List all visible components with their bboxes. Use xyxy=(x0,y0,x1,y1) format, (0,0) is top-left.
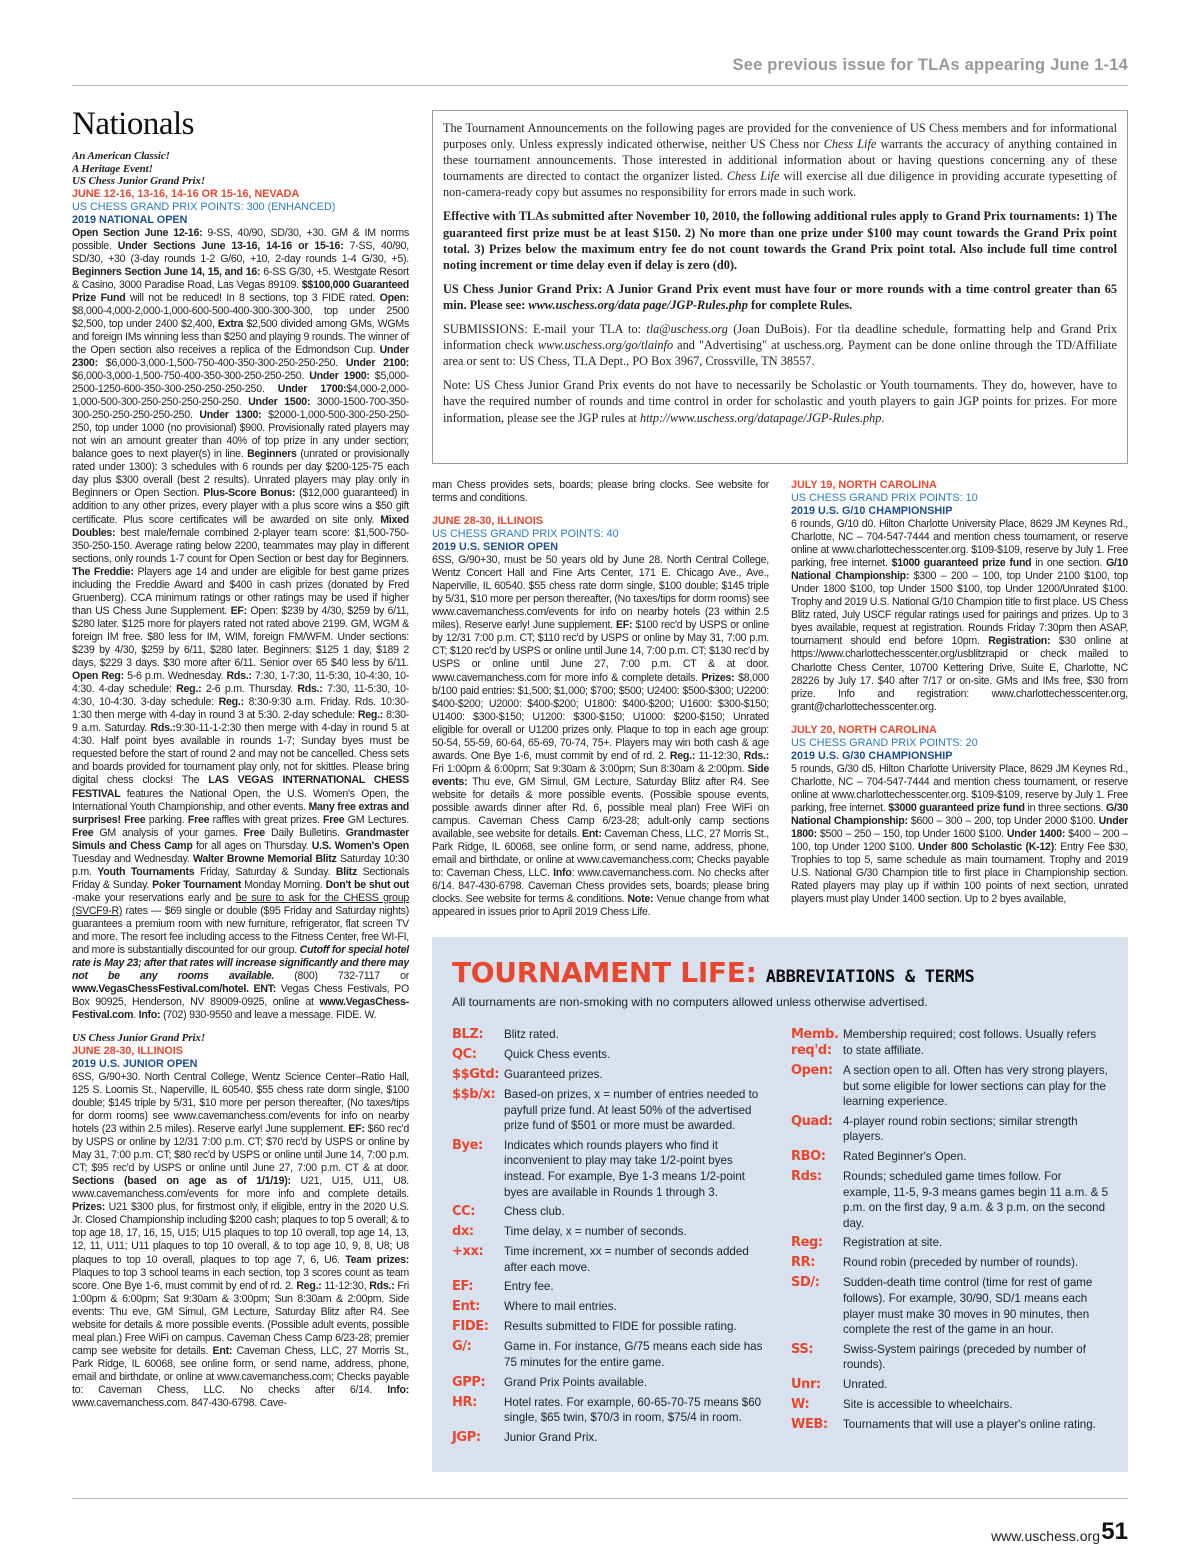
abbreviations-right-column xyxy=(791,1027,1109,1437)
abbr-entry: Rds: Rounds; scheduled game times follow. For example, 11-5, 9-3 means games begin 11 a.m. & 5 p.m. on the first day, 9 a.m. & 3 p.m. on the second day. xyxy=(791,1168,1109,1230)
grand-prix-points: US CHESS GRAND PRIX POINTS: 10 xyxy=(791,492,978,504)
abbreviations-left-column xyxy=(452,1027,772,1450)
event-body: 6SS, G/90+30, must be 50 years old by June 28. North Central College, Wentz Concert Hall and Fine Arts Center, 171 E. Chicago Ave., Ave., Naperville, IL 60540. $55 chess rate dorm single, $100 double; $145 triple by 5/31, $10 more per person thereafter, (No taxes/tips for dorm rooms) see www.cavemanchess.com/events for info on nearby hotels (23 within 2.5 miles). Reserve early! June supplement. EF: $100 rec'd by USPS or online by 12/31 7:00 p.m. CT; $110 rec'd by USPS or online by May 31, 7:00 p.m. CT; $120 rec'd by USPS or online until June 14, 7:00 p.m. CT; $130 rec'd by USPS or online until June 27, 7:00 p.m. CT & at door. www.cavemanchess.com for more info & complete details. Prizes: $8,000 b/100 paid entries: $1,500; $1,000; $700; $500; U2400: $500-$300; U2200: $400-$200; U2000: $400-$200; U1800: $400-$200; U1600: $300-$150; U1400: $300-$150; U1200: $300-$150; U1000: $200-$150; Unrated eligible for overall or U1200 prizes only. Plaque to top in each age group: 50-54, 55-59, 60-64, 65-69, 70-74, 75+. Players may win both cash & age awards. One Bye 1-6, must commit by end of rd. 2. Reg.: 11-12:30, Rds.: Fri 1:00pm & 6:00pm; Sat 9:30am & 3:00pm; Sun 8:30am & 2:00pm. Side events: Thu eve, GM Simul, GM Lecture, Saturday Blitz after R4. See website for details & more possible events. (Possible spouse events, possible awards dinner after Rd. 6, possible meal plan) Free WiFi on campus. Caveman Chess Camp 6/23-28; adult-only camp sections available, see website for details. Ent: Caveman Chess, LLC, 27 Morris St., Park Ridge, IL 60068, see online form, or send name, address, phone, email and birthdate, or online at www.cavemanchess.com; Checks payable to: Caveman Chess, LLC. Info: www.cavemanchess.com. No checks after 6/14. 847-430-6798. Caveman Chess provides sets, boards; please bring clocks. See website for terms & conditions. Note: Venue change from what appeared in issues prior to April 2019 Chess Life. xyxy=(432,554,769,919)
abbr-entry: SS: Swiss-System pairings (preceded by number of rounds). xyxy=(791,1341,1086,1372)
abbr-entry: $$b/x: Based-on prizes, x = number of entries needed to payfull prize fund. At least 50% of the advertised prize fund of $501 or more must be awarded. xyxy=(452,1087,759,1133)
event-body: 6 rounds, G/10 d0. Hilton Charlotte University Place, 8629 JM Keynes Rd., Charlotte, NC – 704-547-7444 and mention chess tournament, or reserve online at www.charlottechesscenter.org. $109-$109, reserve by July 1. Free parking, free internet. $1000 guaranteed prize fund in one section. G/10 National Championship: $300 – 200 – 100, top Under 2100 $100, top Under 1800 $100, top Under 1500 $100, top Under 1200/Unrated $100. Trophy and 2019 U.S. National G/10 Champion title to first place. US Chess Blitz rated, July USCF regular ratings used for pairings and prizes. Up to 3 byes available, request at registration. Rounds Friday 7:30pm then ASAP, tournament should end before 10pm. Registration: $30 online at https://www.charlottechesscenter.org/usblitzrapid or check mailed to Charlotte Chess Center, 10700 Kettering Drive, Suite E, Charlotte, NC 28226 by July 17. $40 after 7/17 or on-site. GMs and IMs free, $30 from prize. Info and registration: www.charlottechesscenter.org, grant@charlottechesscenter.org. xyxy=(791,518,1128,713)
abbr-entry: +xx: Time increment, xx = number of seconds added after each move. xyxy=(452,1244,749,1274)
abbr-entry: Reg: Registration at site. xyxy=(791,1235,943,1251)
abbr-entry: SD/: Sudden-death time control (time for rest of game follows). For example, 30/90, SD/1 means each player must make 30 moves in 90 minutes, then complete the rest of the game in an hour. xyxy=(791,1275,1093,1337)
abbr-entry: WEB: Tournaments that will use a player's online rating. xyxy=(791,1416,1096,1432)
event-title: 2019 U.S. JUNIOR OPEN xyxy=(72,1057,198,1070)
abbr-entry: RBO: Rated Beginner's Open. xyxy=(791,1148,967,1164)
abbr-entry: EF: Entry fee. xyxy=(452,1279,554,1295)
grand-prix-rules: Effective with TLAs submitted after November 10, 2010, the following additional rules apply to Grand Prix tournaments: 1) The guaranteed first prize must be at least $150. 2) No more than one prize under $100 may count towards the Grand Prix point total. 3) Prizes below the maximum entry fee do not count towards the Grand Prix point total. Also include full time control noting increment or time delay even if delay is zero (d0). xyxy=(443,209,1117,272)
event-body: 5 rounds, G/30 d5. Hilton Charlotte University Place, 8629 JM Keynes Rd., Charlotte, NC – 704-547-7444 and mention chess tournament, or reserve online at www.charlottechesscenter.org. $109-$109, reserve by July 1. Free parking, free internet. $3000 guaranteed prize fund in three sections. G/30 National Championship: $600 – 300 – 200, top Under 2000 $100. Under 1800: $500 – 250 – 150, top Under 1600 $100. Under 1400: $400 – 200 – 100, top Under 1200 $100. Under 800 Scholastic (K-12): Entry Fee $30, Trophies to top 5, same schedule as main tournament. Trophy and 2019 U.S. National G/30 Champion title to first place in Championship section. Rated players may play up if within 100 points of next section, unrated players must play Under 1400 section. Up to 2 byes available, xyxy=(791,762,1128,906)
abbr-entry: Quad: 4-player round robin sections; similar strength players. xyxy=(791,1113,1078,1144)
event-title: 2019 NATIONAL OPEN xyxy=(72,213,188,226)
abbr-entry: dx: Time delay, x = number of seconds. xyxy=(452,1224,687,1240)
abbr-entry: Unr: Unrated. xyxy=(791,1376,888,1392)
abbr-entry: QC: Quick Chess events. xyxy=(452,1047,611,1062)
column-2 xyxy=(432,479,769,925)
abbreviations-title: TOURNAMENT LIFE: ABBREVIATIONS & TERMS xyxy=(452,956,975,989)
section-title: Nationals xyxy=(72,106,194,142)
abbr-entry: Memb. req'd: Membership required; cost follows. Usually refers to state affiliate. xyxy=(791,1027,1097,1058)
abbr-entry: FIDE: Results submitted to FIDE for possible rating. xyxy=(452,1319,737,1335)
abbr-entry: Open: A section open to all. Often has very strong players, but some eligible for lower sections can play for the learning experience. xyxy=(791,1063,1108,1109)
event-body: 6SS, G/90+30. North Central College, Wentz Science Center–Ratio Hall, 125 S. Loomis St., Naperville, IL 60540. $55 chess rate dorm single, $100 double; $145 triple by 5/31, $10 more per person thereafter, (No taxes/tips for dorm rooms) see www.cavemanchess.com/events for info on nearby hotels (23 within 2.5 miles). Reserve early! June supplement. EF: $60 rec'd by USPS or online by 12/31 7:00 p.m. CT; $70 rec'd by USPS or online by May 31, 7:00 p.m. CT; $80 rec'd by USPS or online until June 14, 7:00 p.m. CT; $95 rec'd by USPS or online until June 27, 7:00 p.m. CT & at door. Sections (based on age as of 1/1/19): U21, U15, U11, U8. www.cavemanchess.com/events for more info and complete details. Prizes: U21 $300 plus, for firstmost only, if eligible, entry in the 2020 U.S. Jr. Closed Championship including $200 cash; plaques to top 5 overall; & to top age 18, 17, 16, 15, U15; U15 plaques to top 10 overall, top age 14, 13, 12, 11, U11; U11 plaques to top 10 overall, & to top age 10, 9, 8, U8; U8 plaques to top 10 overall, plaques to top age 7, 6, U6. Team prizes: Plaques to top 3 school teams in each section, top 3 scores count as team score. One Bye 1-6, must commit by end of rd. 2. Reg.: 11-12:30, Rds.: Fri 1:00pm & 6:00pm; Sat 9:30am & 3:00pm; Sun 8:30am & 2:00pm. Side events: Thu eve, GM Simul, GM Lecture, Saturday Blitz after R4. See website for details & more possible events. (Possible adult events, possible meal plan.) Free WiFi on campus. Caveman Chess Camp 6/23-28; premier camp see website for details. Ent: Caveman Chess, LLC, 27 Morris St., Park Ridge, IL 60068, see online form, or send name, address, phone, email and birthdate, or online at www.cavemanchess.com; Checks payable to: Caveman Chess, LLC. No checks after 6/14. Info: www.cavemanchess.com. 847-430-6798. Cave- xyxy=(72,1070,409,1410)
event-date: JULY 19, NORTH CAROLINA xyxy=(791,479,937,491)
page-number: 51 xyxy=(1101,1518,1128,1545)
submissions-paragraph: SUBMISSIONS: E-mail your TLA to: tla@uschess.org (Joan DuBois). For tla deadline schedule, formatting help and Grand Prix information check www.uschess.org/go/tlainfo and "Advertising" at uschess.org. Payment can be done online through the TD/Affiliate area or sent to: US Chess, TLA Dept., PO Box 3967, Crossville, TN 38557. xyxy=(443,322,1117,369)
tag: An American Classic! xyxy=(72,150,170,162)
header-rule xyxy=(72,85,1128,86)
grand-prix-points: US CHESS GRAND PRIX POINTS: 40 xyxy=(432,528,619,541)
event-date: JUNE 28-30, ILLINOIS xyxy=(432,515,544,528)
tag: US Chess Junior Grand Prix! xyxy=(72,1032,206,1045)
event-date: JUNE 12-16, 13-16, 14-16 OR 15-16, NEVADA xyxy=(72,187,300,200)
event-date: JULY 20, NORTH CAROLINA xyxy=(791,723,937,736)
event-body: Open Section June 12-16: 9-SS, 40/90, SD/30, +30. GM & IM norms possible. Under Sections June 13-16, 14-16 or 15-16: 7-SS, 40/90, SD/30, +30 (3-day rounds 1-2 G/60, +10, 2-day rounds 1-4 G/30, +5). Beginners Section June 14, 15, and 16: 6-SS G/30, +5. Westgate Resort & Casino, 3000 Paradise Road, Las Vegas 89109. $$100,000 Guaranteed Prize Fund will not be reduced! In 8 sections, top 3 FIDE rated. Open: $8,000-4,000-2,000-1,000-600-500-400-300-300-300, top under 2500 $2,500, top under 2400 $2,400, Extra $2,500 divided among GMs, WGMs and foreign IMs winning less than $250 and playing 9 rounds. The winner of the Open section also receives a replica of the Edmondson Cup. Under 2300: $6,000-3,000-1,500-750-400-350-300-250-250-250. Under 2100: $6,000-3,000-1,500-750-400-350-300-250-250-250. Under 1900: $5,000-2500-1250-600-350-300-250-250-250-250. Under 1700:$4,000-2,000-1,000-500-300-250-250-250-250-250. Under 1500: 3000-1500-700-350-300-250-250-250-250-250. Under 1300: $2000-1,000-500-300-250-250-250, top under 1000 (no provisional) $900. Provisionally rated players may not win an amount greater than 40% of top prize in any under section; balance goes to next player(s) in line. Beginners (unrated or provisionally rated under 1300): 3 schedules with 6 rounds per day $200-125-75 each day plus $300 overall (best 2 results). Unrated players may play only in Beginners or Open Section. Plus-Score Bonus: ($12,000 guaranteed) in addition to any other prizes, every player with a plus score wins a $50 gift certificate. Plus score certificates will be awarded on site only. Mixed Doubles: best male/female combined 2-player team score: $1,500-750-350-250-150. Average rating below 2200, teammates may play in different sections, only rounds 1-7 count for Open Section or best day for Beginners. The Freddie: Players age 14 and under are eligible for best game prizes including the Freddie Award and $400 in cash prizes (donated by Fred Gruenberg). CCA minimum ratings or other ratings may be used if higher than US Chess June Supplement. EF: Open: $239 by 4/30, $259 by 6/11, $280 later. $125 more for players rated not rated above 2199. GM, WGM & foreign IM free. $80 less for IM, WIM, foreign FM/WFM. Under sections: $239 by 4/30, $259 by 6/11, $280 later. Beginners: $125 1 day, $189 2 days, $229 3 days. $30 more after 6/11. Senior over 65 $40 less by 6/11. Open Reg: 5-6 p.m. Wednesday. Rds.: 7:30, 1-7:30, 11-5:30, 10-4:30, 10-4:30. 4-day schedule: Reg.: 2-6 p.m. Thursday. Rds.: 7:30, 11-5:30, 10-4:30, 10-4:30. 3-day schedule: Reg.: 8:30-9:30 a.m. Friday. Rds. 10:30-1:30 then merge with 4-day in round 3 at 5:30. 2-day schedule: Reg.: 8:30-9 a.m. Saturday. Rds.:9:30-11-1-2:30 then merge with 4-day in round 5 at 4:30. Half point byes available in rounds 1-7; Sunday byes must be requested before the start of round 2 and may not be cancelled. Chess sets and boards provided for tournament play only, not for skittles. Please bring digital chess clocks! The LAS VEGAS INTERNATIONAL CHESS FESTIVAL features the National Open, the U.S. Women's Open, the International Youth Championship, and other events. Many free extras and surprises! Free parking. Free raffles with great prizes. Free GM Lectures. Free GM analysis of your games. Free Daily Bulletins. Grandmaster Simuls and Chess Camp for all ages on Thursday. U.S. Women's Open Tuesday and Wednesday. Walter Browne Memorial Blitz Saturday 10:30 p.m. Youth Tournaments Friday, Saturday & Sunday. Blitz Sectionals Friday & Sunday. Poker Tournament Monday Morning. Don't be shut out -make your reservations early and be sure to ask for the CHESS group (SVCF9-R) rates — $69 single or double ($95 Friday and Saturday nights) guarantees a premium room with new furniture, refrigerator, flat screen TV and more. The resort fee including access to the Fitness Center, free WI-FI, and more is substantially discounted for our group. Cutoff for special hotel rate is May 23; after that rates will increase significantly and there may not be any rooms available. (800) 732-7117 or www.VegasChessFestival.com/hotel. ENT: Vegas Chess Festivals, PO Box 90925, Henderson, NV 89009-0925, online at www.VegasChess-Festival.com. Info: (702) 930-9550 and leave a message. FIDE. W. xyxy=(72,226,409,1022)
event-title: 2019 U.S. G/30 CHAMPIONSHIP xyxy=(791,749,953,762)
column-1 xyxy=(72,150,409,1483)
disclaimer-box xyxy=(432,110,1128,464)
event-title: 2019 U.S. SENIOR OPEN xyxy=(432,541,559,554)
tag: US Chess Junior Grand Prix! xyxy=(72,175,206,187)
abbr-entry: Ent: Where to mail entries. xyxy=(452,1299,617,1315)
abbreviations-subtitle: All tournaments are non-smoking with no computers allowed unless otherwise advertised. xyxy=(452,995,928,1009)
abbr-entry: Bye: Indicates which rounds players who find it inconvenient to play may take 1/2-point byes instead. For example, Bye 1-3 means 1/2-point byes are available in Rounds 1 through 3. xyxy=(452,1137,746,1199)
event-title: 2019 U.S. G/10 CHAMPIONSHIP xyxy=(791,505,953,517)
grand-prix-points: US CHESS GRAND PRIX POINTS: 20 xyxy=(791,736,978,749)
grand-prix-points: US CHESS GRAND PRIX POINTS: 300 (ENHANCED) xyxy=(72,200,336,213)
abbr-entry: HR: Hotel rates. For example, 60-65-70-75 means $60 single, $65 twin, $70/3 in room, $75/4 in room. xyxy=(452,1394,762,1425)
event-date: JUNE 28-30, ILLINOIS xyxy=(72,1044,184,1057)
abbr-entry: $$Gtd: Guaranteed prizes. xyxy=(452,1067,603,1082)
abbr-entry: G/: Game in. For instance, G/75 means each side has 75 minutes for the entire game. xyxy=(452,1339,763,1369)
junior-grand-prix-rules: US Chess Junior Grand Prix: A Junior Grand Prix event must have four or more rounds with a time control greater than 65 min. Please see: www.uschess.org/data page/JGP-Rules.php for complete Rules. xyxy=(443,281,1117,312)
abbr-entry: BLZ: Blitz rated. xyxy=(452,1027,559,1042)
event-body-continued: man Chess provides sets, boards; please bring clocks. See website for terms and conditions. xyxy=(432,479,769,505)
footer-url[interactable]: www.uschess.org xyxy=(991,1528,1100,1544)
abbr-entry: CC: Chess club. xyxy=(452,1204,565,1220)
abbr-entry: RR: Round robin (preceded by number of rounds). xyxy=(791,1255,1079,1271)
abbr-entry: JGP: Junior Grand Prix. xyxy=(452,1429,598,1445)
tag: A Heritage Event! xyxy=(72,162,153,175)
footer-rule xyxy=(72,1498,1128,1499)
abbreviations-box xyxy=(432,937,1128,1472)
abbr-entry: W: Site is accessible to wheelchairs. xyxy=(791,1396,1013,1412)
previous-issue-note: See previous issue for TLAs appearing June 1-14 xyxy=(732,56,1128,74)
jgp-note: Note: US Chess Junior Grand Prix events do not have to necessarily be Scholastic or Youth tournaments. They do, however, have to have the required number of rounds and time control in order for scholastic and youth players to gain JGP points for prizes. For more information, please see the JGP rules at http://www.uschess.org/datapage/JGP-Rules.php. xyxy=(443,378,1117,425)
abbr-entry: GPP: Grand Prix Points available. xyxy=(452,1374,648,1390)
disclaimer-paragraph: The Tournament Announcements on the following pages are provided for the convenience of US Chess members and for informational purposes only. Unless expressly indicated otherwise, neither US Chess nor Chess Life warrants the accuracy of anything contained in these tournament announcements. Those interested in additional information about or having questions concerning any of these tournaments are directed to contact the organizer listed. Chess Life will exercise all due diligence in providing accurate typesetting of non-camera-ready copy but assumes no responsibility for errors made in such work. xyxy=(443,121,1117,200)
column-3 xyxy=(791,479,1128,925)
